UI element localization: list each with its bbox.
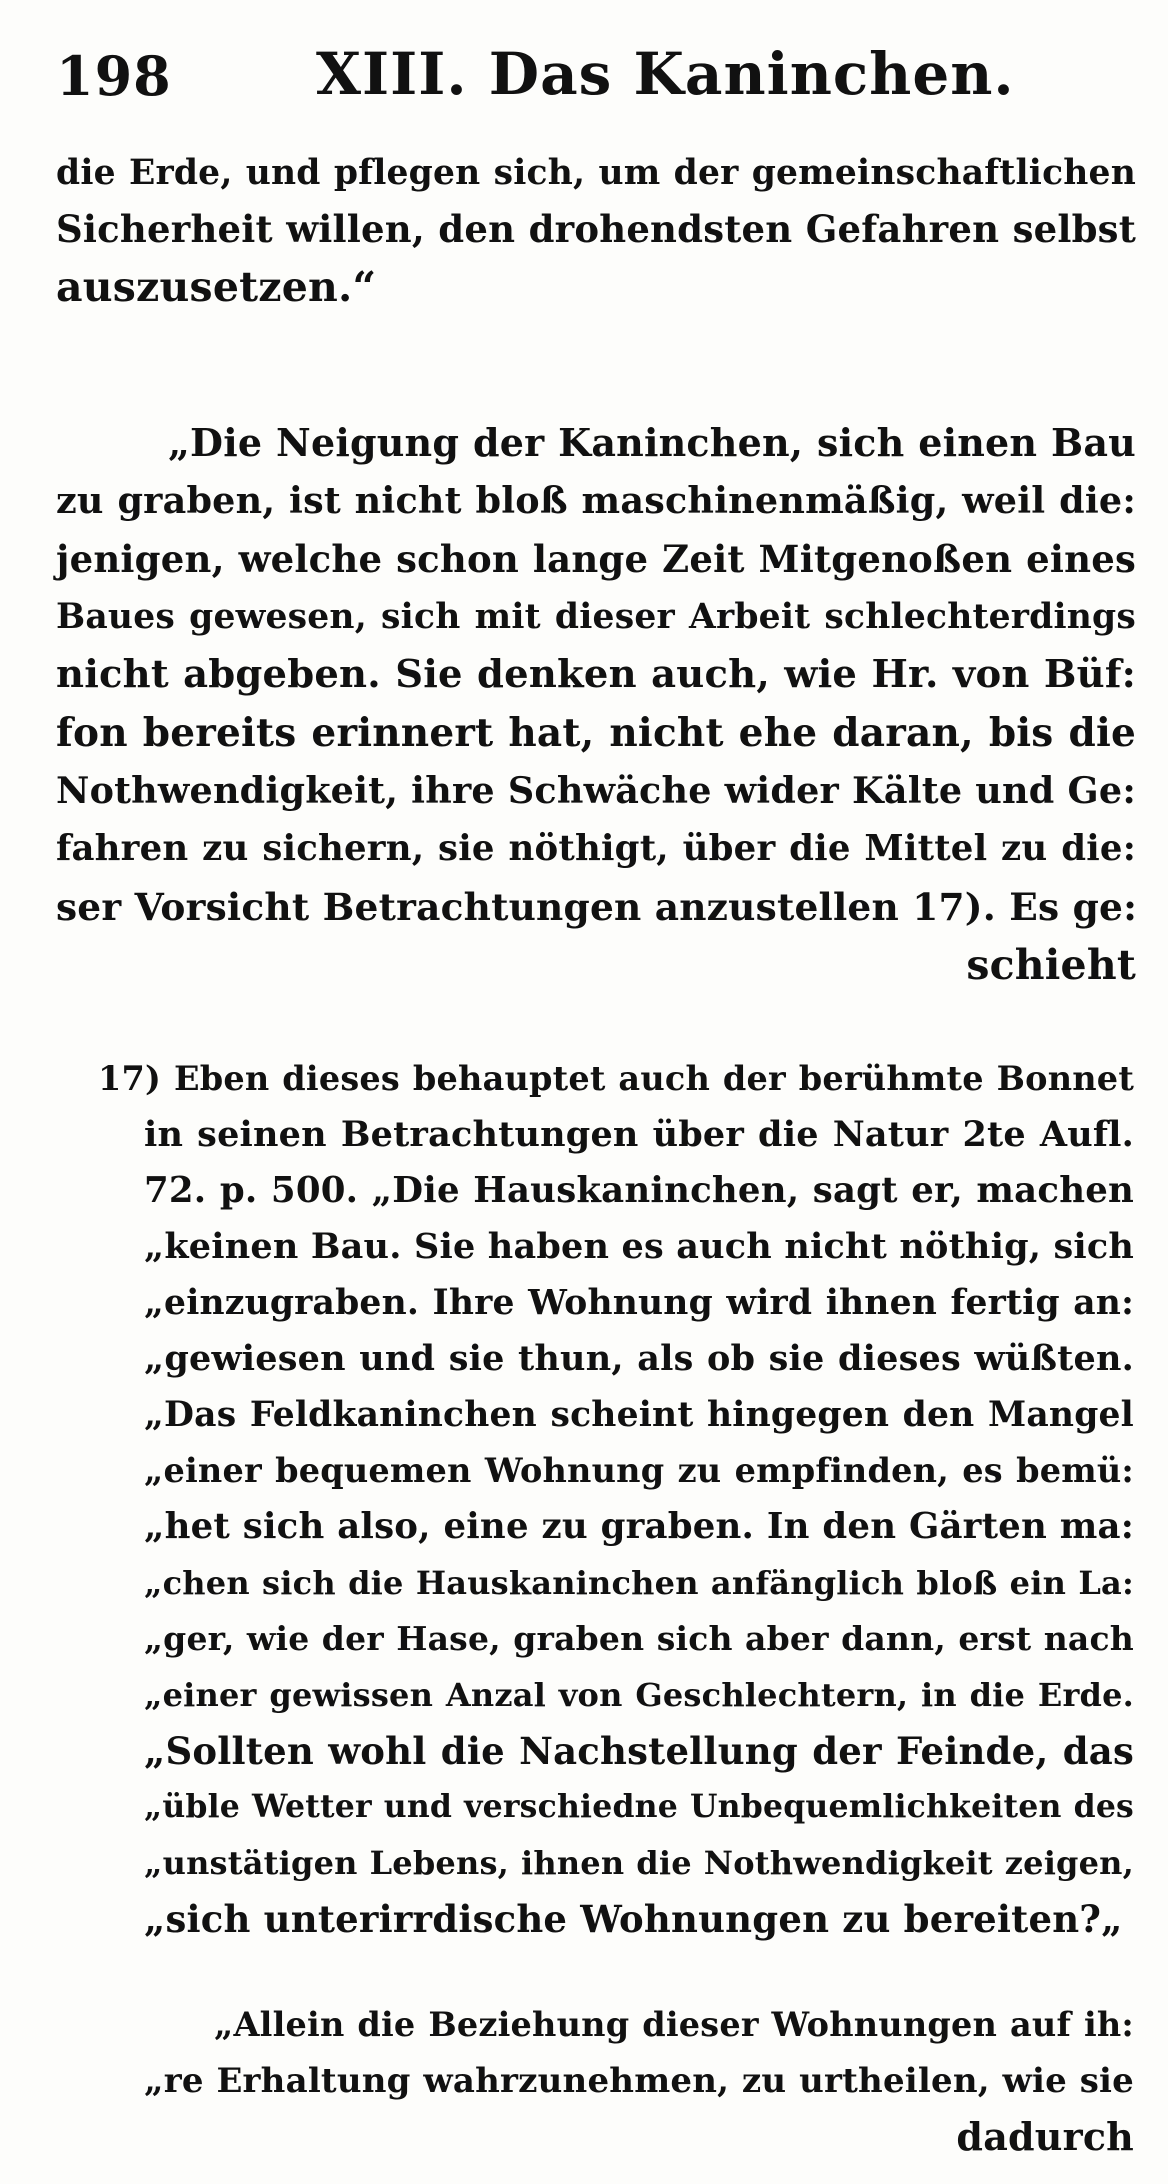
footnote-line: in seinen Betrachtungen über die Natur 2te Aufl. bbox=[144, 1114, 1134, 1155]
footnote-line: „keinen Bau. Sie haben es auch nicht nöthig, sich bbox=[144, 1226, 1135, 1267]
footnote-catchword: dadurch bbox=[956, 2114, 1134, 2159]
body-line: auszusetzen.“ bbox=[56, 263, 377, 311]
body-line: die Erde, und pflegen sich, um der gemeinschaftlichen bbox=[56, 153, 1136, 193]
body-line-indented: „Die Neigung der Kaninchen, sich einen Bau bbox=[168, 420, 1136, 465]
footnote-line: „gewiesen und sie thun, als ob sie dieses wüßten. bbox=[144, 1338, 1134, 1379]
footnote-line: „re Erhaltung wahrzunehmen, zu urtheilen, wie sie bbox=[144, 2061, 1134, 2101]
footnote-line: „einer bequemen Wohnung zu empfinden, es bemü: bbox=[144, 1451, 1134, 1490]
body-line: fon bereits erinnert hat, nicht ehe daran, bis die bbox=[56, 710, 1136, 756]
body-line: fahren zu sichern, sie nöthigt, über die Mittel zu die: bbox=[56, 828, 1136, 869]
footnote-line: „Das Feldkaninchen scheint hingegen den Mangel bbox=[144, 1395, 1134, 1435]
body-line: jenigen, welche schon lange Zeit Mitgenoßen eines bbox=[56, 537, 1136, 581]
page-header bbox=[56, 40, 1136, 110]
catchword: schieht bbox=[966, 941, 1136, 989]
body-line: nicht abgeben. Sie denken auch, wie Hr. von Büf: bbox=[56, 652, 1136, 697]
footnote-line: „einer gewissen Anzal von Geschlechtern, in die Erde. bbox=[144, 1676, 1134, 1714]
body-line: Sicherheit willen, den drohendsten Gefahren selbst bbox=[56, 207, 1136, 251]
footnote-line: „unstätigen Lebens, ihnen die Nothwendigkeit zeigen, bbox=[144, 1844, 1134, 1882]
body-line: zu graben, ist nicht bloß maschinenmäßig, weil die: bbox=[56, 479, 1136, 522]
footnote-line: „ger, wie der Hase, graben sich aber dann, erst nach bbox=[144, 1619, 1134, 1658]
footnote-line: 72. p. 500. „Die Hauskaninchen, sagt er, machen bbox=[144, 1170, 1134, 1211]
footnote-line: „üble Wetter und verschiedne Unbequemlichkeiten des bbox=[144, 1788, 1134, 1825]
footnote-line: „einzugraben. Ihre Wohnung wird ihnen fertig an: bbox=[144, 1283, 1134, 1323]
footnote-line: „het sich also, eine zu graben. In den Gärten ma: bbox=[144, 1506, 1134, 1547]
footnote-line: „sich unterirrdische Wohnungen zu bereiten?„ bbox=[144, 1897, 1123, 1941]
body-line: Nothwendigkeit, ihre Schwäche wider Kälte und Ge: bbox=[56, 769, 1136, 812]
footnote-line: „Sollten wohl die Nachstellung der Feinde, das bbox=[144, 1729, 1134, 1773]
body-line: ser Vorsicht Betrachtungen anzustellen 17). Es ge: bbox=[56, 885, 1138, 929]
body-line: Baues gewesen, sich mit dieser Arbeit schlechterdings bbox=[56, 597, 1136, 637]
footnote-line-indented: „Allein die Beziehung dieser Wohnungen auf ih: bbox=[214, 2005, 1134, 2044]
running-head: XIII. Das Kaninchen. bbox=[316, 40, 1015, 108]
footnote-line: „chen sich die Hauskaninchen anfänglich bloß ein La: bbox=[144, 1564, 1134, 1602]
page-number: 198 bbox=[56, 44, 172, 108]
footnote-line: 17) Eben dieses behauptet auch der berühmte Bonnet bbox=[98, 1059, 1134, 1098]
